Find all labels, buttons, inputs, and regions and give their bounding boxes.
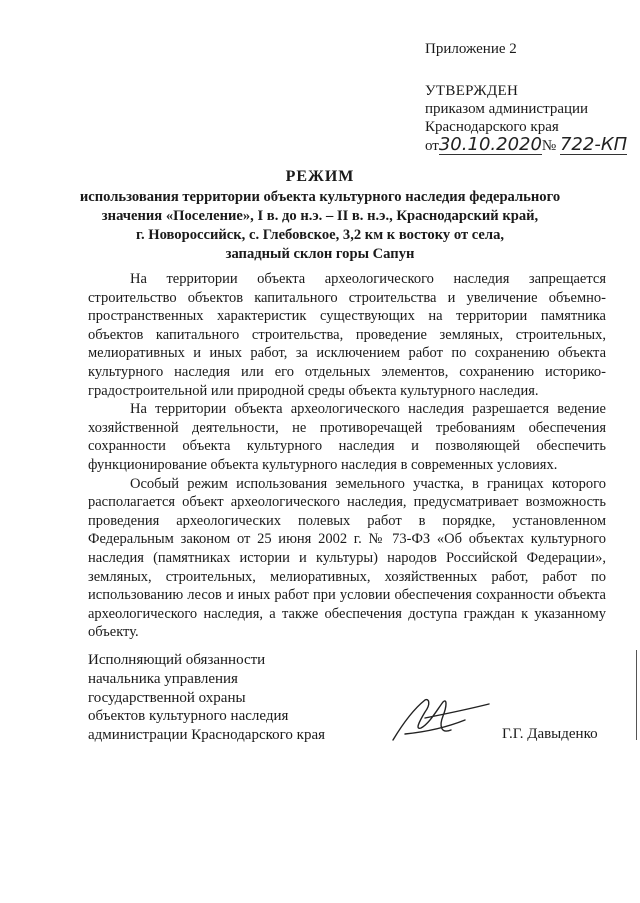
date-prefix: от — [425, 138, 439, 154]
signatory-line: государственной охраны — [88, 689, 246, 706]
order-number: 722-КП — [559, 134, 628, 155]
number-prefix: № — [541, 138, 557, 154]
by-order-label: приказом администрации — [425, 101, 589, 117]
handwritten-signature — [385, 690, 495, 750]
body-paragraph: На территории объекта археологического наследия разрешается ведение хозяйственной деятельности, не противоречащей требованиям обеспечения сохранности объекта культурного наследия и позволяющей обеспечить функционирование объекта культурного наследия в современных условиях. — [88, 401, 606, 473]
title-line: г. Новороссийск, с. Глебовское, 3,2 км к востоку от села, — [135, 227, 505, 243]
approved-label: УТВЕРЖДЕН — [425, 83, 519, 99]
order-date: 30.10.2020 — [438, 134, 542, 155]
title-line: значения «Поселение», I в. до н.э. – II в. н.э., Краснодарский край, — [101, 208, 539, 224]
order-date-line — [425, 134, 628, 155]
signatory-line: объектов культурного наследия — [88, 708, 289, 725]
title-heading: РЕЖИМ — [285, 168, 355, 185]
signatory-name: Г.Г. Давыденко — [502, 726, 598, 742]
title-line: использования территории объекта культурного наследия федерального — [79, 189, 561, 205]
region-label: Краснодарского края — [425, 119, 559, 135]
signatory-position — [88, 651, 325, 745]
signatory-line: начальника управления — [88, 670, 238, 687]
scan-edge-mark — [636, 650, 637, 740]
body-paragraph: Особый режим использования земельного участка, в границах которого располагается объект археологического наследия, предусматривает возможность проведения археологических полевых работ в порядке, установленном Федеральным законом от 25 июня 2002 г. № 73-ФЗ «Об объектах культурного наследия (памятниках истории и культуры) народов Российской Федерации», земляных, строительных, мелиоративных, хозяйственных работ, работ по использованию лесов и иных работ при условии обеспечения сохранности объекта археологического наследия, а также обеспечения доступа граждан к указанному объекту. — [88, 475, 606, 641]
body-paragraph: На территории объекта археологического наследия запрещается строительство объектов капитального строительства и увеличение объемно-пространственных характеристик существующих на территории памятника объектов капитального строительства, проведение земляных, строительных, мелиоративных и иных работ, за исключением работ по сохранению объекта культурного наследия или его отдельных элементов, сохранению историко-градостроительной или природной среды объекта культурного наследия. — [88, 271, 606, 399]
signatory-line: администрации Краснодарского края — [88, 727, 326, 744]
signatory-line: Исполняющий обязанности — [88, 652, 266, 668]
annex-label: Приложение 2 — [425, 41, 517, 57]
document-body — [88, 270, 606, 642]
title-line: западный склон горы Сапун — [225, 246, 415, 262]
